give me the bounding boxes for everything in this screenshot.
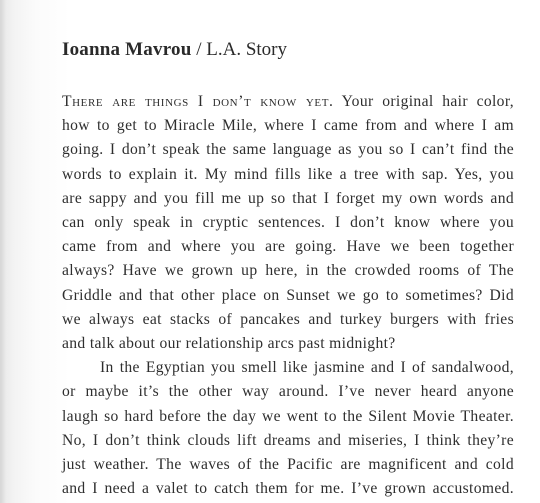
text-line: came from and where you are going. Have we been together (62, 238, 514, 256)
paragraph-1 (62, 90, 514, 356)
text-line: and I need a valet to catch them for me. I’ve grown accustomed. (62, 480, 514, 498)
text-line: In the Egyptian you smell like jasmine and I of sandalwood, (100, 359, 514, 377)
page-header (62, 38, 287, 62)
text-line: No, I don’t think clouds lift dreams and miseries, I think they’re (62, 431, 514, 449)
story-body (62, 90, 514, 501)
text-line: always? Have we grown up here, in the crowded rooms of The (62, 262, 514, 280)
paragraph-2 (62, 356, 514, 501)
text-line: going. I don’t speak the same language as you so I can’t find the (62, 141, 514, 159)
text-line: and talk about our relationship arcs past midnight? (62, 335, 396, 353)
text-line: words to explain it. My mind fills like a tree with sap. Yes, you (62, 165, 514, 183)
opening-smallcaps: There are things I don’t know yet. (62, 93, 334, 110)
header-separator: / (191, 39, 207, 60)
text-line (62, 90, 514, 114)
text-line: we always eat stacks of pancakes and turkey burgers with fries (62, 310, 514, 328)
text-line: Griddle and that other place on Sunset we go to sometimes? Did (62, 286, 514, 304)
text-line: how to get to Miracle Mile, where I came from and where I am (62, 117, 514, 135)
story-title: L.A. Story (206, 39, 287, 60)
text-line: just weather. The waves of the Pacific are magnificent and cold (62, 456, 514, 474)
text-line: laugh so hard before the day we went to the Silent Movie Theater. (62, 407, 514, 425)
text-line-segment: Your original hair color, (333, 93, 514, 110)
page-edge-shadow (0, 0, 6, 503)
text-line: are sappy and you fill me up so that I forget my own words and (62, 189, 514, 207)
author-name: Ioanna Mavrou (62, 39, 192, 60)
text-line: or maybe it’s the other way around. I’ve never heard anyone (62, 383, 514, 401)
text-line: can only speak in cryptic sentences. I don’t know where you (62, 214, 514, 232)
